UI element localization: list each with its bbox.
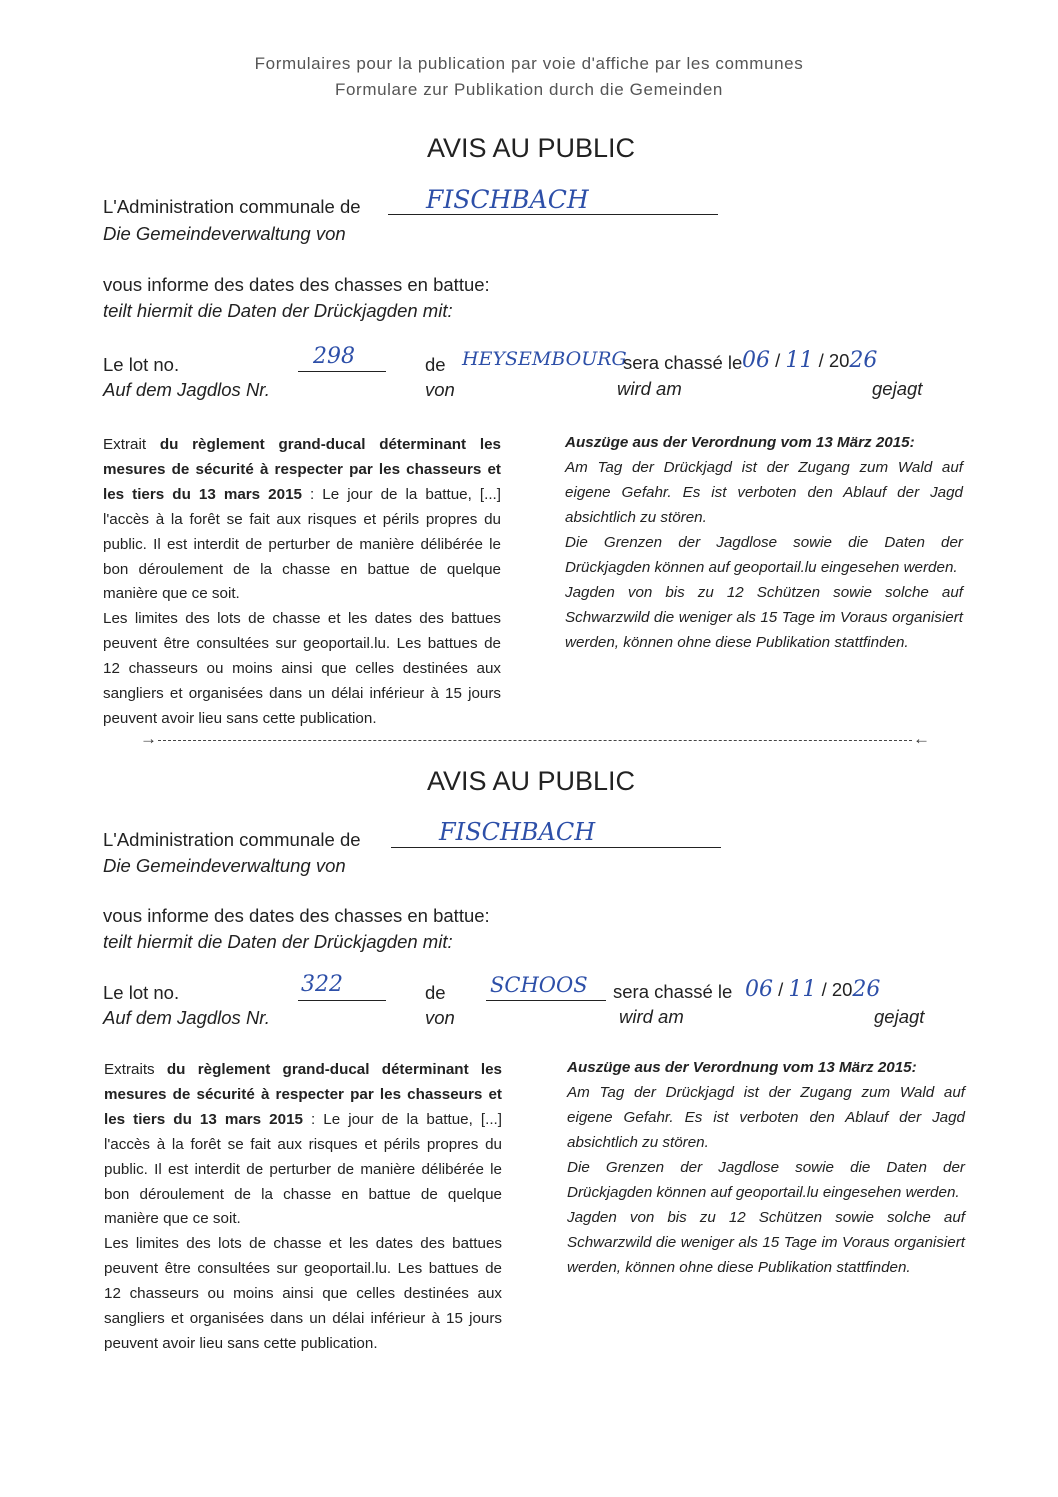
- excerpt-de-text-3: Jagden von bis zu 12 Schützen sowie solche auf Schwarzwild die weniger als 15 Tage im Voraus organisiert werden, können ohne diese Publikation stattfinden.: [565, 584, 963, 651]
- commune-field: [388, 185, 718, 215]
- lot-value: 298: [313, 344, 355, 369]
- lot-field: [298, 972, 386, 1001]
- inform-de: teilt hiermit die Daten der Drückjagden mit:: [103, 300, 453, 321]
- commune-label-fr: L'Administration communale de: [103, 196, 361, 217]
- date-year-prefix: 20: [828, 350, 850, 371]
- notice-title: AVIS AU PUBLIC: [426, 133, 636, 163]
- inform-fr: vous informe des dates des chasses en battue:: [103, 905, 490, 926]
- commune-value: FISCHBACH: [426, 185, 589, 214]
- excerpt-de-text-2: Die Grenzen der Jagdlose sowie die Daten der Drückjagden können auf geoportail.lu eingesehen werden.: [567, 1159, 965, 1201]
- de-label-de: von: [425, 1007, 455, 1028]
- hunted-label-de: wird am: [619, 1006, 684, 1027]
- commune-field: [391, 818, 721, 848]
- commune-label-de: Die Gemeindeverwaltung von: [103, 223, 346, 244]
- date-year-suffix: 26: [852, 977, 881, 1002]
- gejagt-label: gejagt: [874, 1006, 925, 1027]
- date-year-prefix: 20: [831, 979, 853, 1000]
- place-value: HEYSEMBOURG: [462, 348, 627, 370]
- excerpt-fr-bold: du règlement grand-ducal déterminant les mesures de sécurité à respecter par les chasseurs et les tiers du 13 mars 2015: [104, 1061, 502, 1128]
- excerpt-de-heading: Auszüge aus der Verordnung vom 13 März 2015:: [567, 1059, 917, 1076]
- excerpt-fr: [104, 1058, 502, 1357]
- excerpt-fr-intro: Extraits: [104, 1061, 155, 1078]
- lot-label-fr: Le lot no.: [103, 354, 180, 375]
- de-label-fr: de: [425, 982, 446, 1003]
- lot-field: [298, 344, 386, 372]
- notice-title: AVIS AU PUBLIC: [426, 766, 636, 796]
- excerpt-de-text-1: Am Tag der Drückjagd ist der Zugang zum Wald auf eigene Gefahr. Es ist verboten den Ablauf der Jagd absichtlich zu stören.: [565, 459, 963, 526]
- hunted-label-fr: sera chassé le: [613, 981, 733, 1002]
- de-label-de: von: [425, 379, 455, 400]
- de-label-fr: de: [425, 354, 446, 375]
- cut-arrow-left: →: [140, 729, 157, 748]
- excerpt-fr-text-1: : Le jour de la battue, [...] l'accès à la forêt se fait aux risques et périls propres du public. Il est interdit de perturber de manière délibérée le bon déroulement de la chasse en battue de quelque manière que ce soit.: [104, 1110, 502, 1228]
- excerpt-de-text-2: Die Grenzen der Jagdlose sowie die Daten der Drückjagden können auf geoportail.lu eingesehen werden.: [565, 534, 963, 576]
- date-field: 06 / 11 / 2026: [745, 977, 881, 1002]
- date-day: 06: [745, 977, 773, 1002]
- lot-label-de: Auf dem Jagdlos Nr.: [103, 379, 270, 400]
- excerpt-fr-text-1: : Le jour de la battue, [...] l'accès à la forêt se fait aux risques et périls propres du public. Il est interdit de perturber de manière délibérée le bon déroulement de la chasse en battue de quelque manière que ce soit.: [103, 485, 501, 603]
- place-field: [486, 973, 606, 1001]
- gejagt-label: gejagt: [872, 378, 923, 399]
- excerpt-de-text-1: Am Tag der Drückjagd ist der Zugang zum Wald auf eigene Gefahr. Es ist verboten den Ablauf der Jagd absichtlich zu stören.: [567, 1084, 965, 1151]
- commune-label-fr: L'Administration communale de: [103, 829, 361, 850]
- date-day: 06: [742, 348, 770, 373]
- lot-value: 322: [301, 972, 343, 997]
- header-line-de: Formulare zur Publikation durch die Gemeinden: [335, 80, 723, 99]
- date-field: 06 / 11 / 2026: [742, 348, 878, 373]
- date-year-suffix: 26: [849, 348, 878, 373]
- excerpt-de: [565, 430, 963, 655]
- excerpt-fr-text-2: Les limites des lots de chasse et les dates des battues peuvent être consultées sur geoportail.lu. Les battues de 12 chasseurs ou moins ainsi que celles destinées aux sangliers et organisées dans un délai inférieur à 15 jours peuvent avoir lieu sans cette publication.: [103, 610, 501, 727]
- header-line-fr: Formulaires pour la publication par voie d'affiche par les communes: [254, 54, 804, 73]
- cut-arrow-right: ←: [913, 729, 930, 748]
- lot-label-fr: Le lot no.: [103, 982, 180, 1003]
- excerpt-de-heading: Auszüge aus der Verordnung vom 13 März 2015:: [565, 434, 915, 451]
- commune-label-de: Die Gemeindeverwaltung von: [103, 855, 346, 876]
- excerpt-fr: [103, 433, 501, 732]
- excerpt-de: [567, 1055, 965, 1280]
- lot-label-de: Auf dem Jagdlos Nr.: [103, 1007, 270, 1028]
- commune-value: FISCHBACH: [439, 818, 596, 846]
- inform-de: teilt hiermit die Daten der Drückjagden mit:: [103, 931, 453, 952]
- excerpt-fr-text-2: Les limites des lots de chasse et les dates des battues peuvent être consultées sur geoportail.lu. Les battues de 12 chasseurs ou moins ainsi que celles destinées aux sangliers et organisées dans un délai inférieur à 15 jours peuvent avoir lieu sans cette publication.: [104, 1235, 502, 1352]
- inform-fr: vous informe des dates des chasses en battue:: [103, 274, 490, 295]
- excerpt-de-text-3: Jagden von bis zu 12 Schützen sowie solche auf Schwarzwild die weniger als 15 Tage im Voraus organisiert werden, können ohne diese Publikation stattfinden.: [567, 1209, 965, 1276]
- cut-line: [140, 729, 930, 748]
- cut-dashes: [158, 740, 912, 741]
- hunted-label-fr: sera chassé le: [623, 352, 743, 373]
- hunted-label-de: wird am: [617, 378, 682, 399]
- place-value: SCHOOS: [490, 973, 588, 997]
- date-month: 11: [785, 348, 814, 373]
- excerpt-fr-bold: du règlement grand-ducal déterminant les mesures de sécurité à respecter par les chasseurs et les tiers du 13 mars 2015: [103, 436, 501, 503]
- excerpt-fr-intro: Extrait: [103, 436, 147, 453]
- date-month: 11: [788, 977, 817, 1002]
